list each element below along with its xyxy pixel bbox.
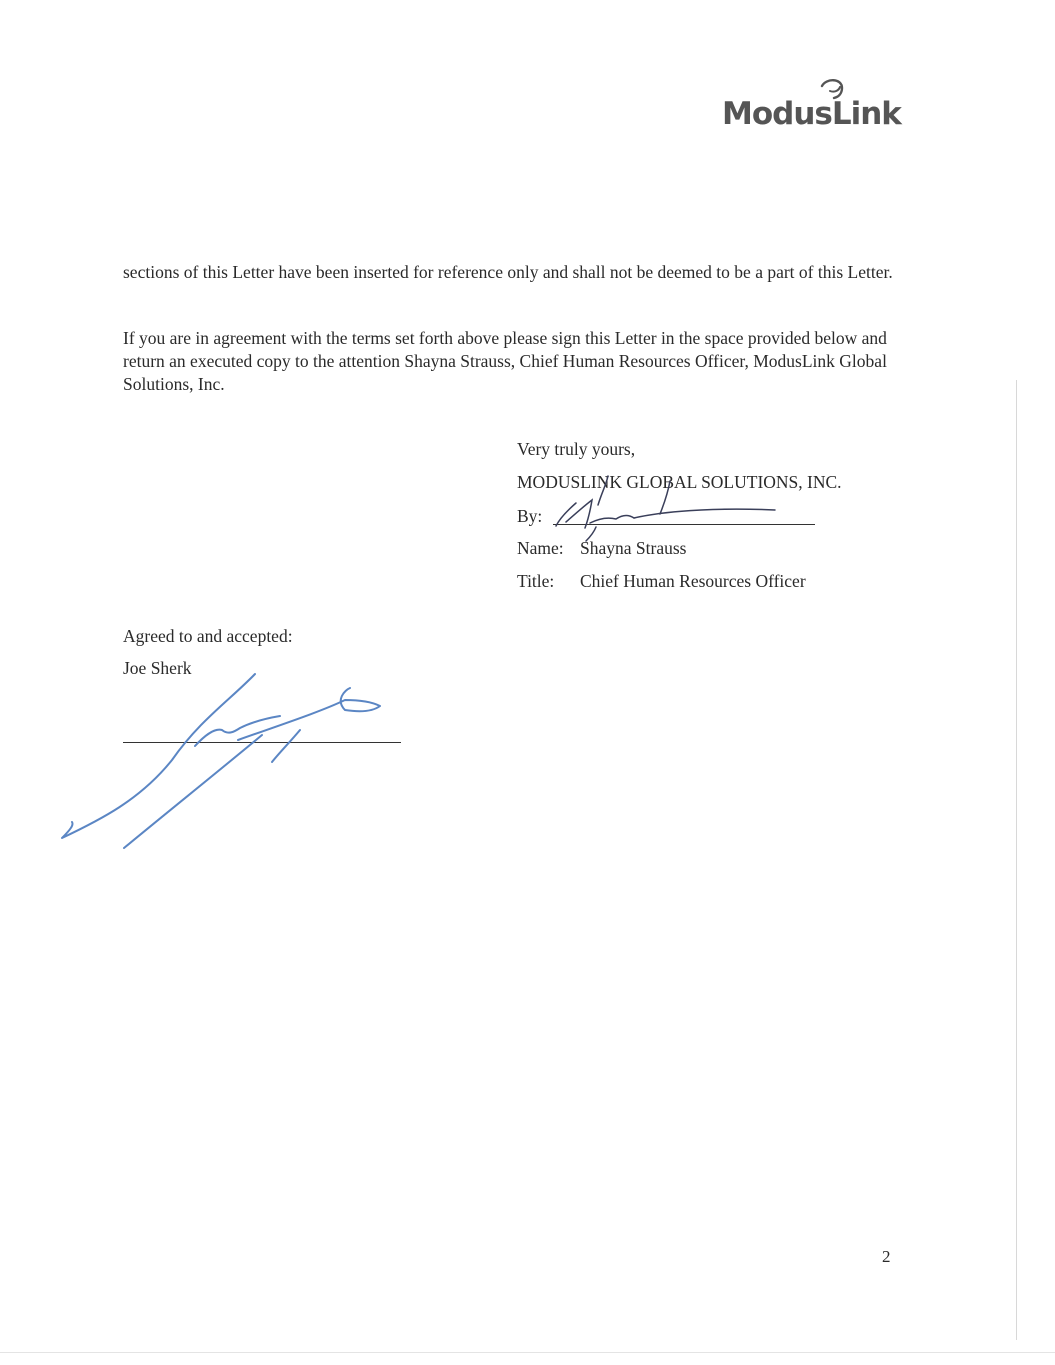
employee-handwritten-signature	[62, 674, 380, 848]
company-handwritten-signature	[556, 476, 775, 541]
title-label: Title:	[517, 571, 555, 591]
by-label: By:	[517, 506, 543, 526]
logo-text: ModusLink	[722, 96, 901, 132]
name-label: Name:	[517, 538, 564, 558]
acceptance-label: Agreed to and accepted:	[123, 626, 293, 646]
body-paragraph-1: sections of this Letter have been inserted for reference only and shall not be deemed to be a part of this Letter.	[123, 262, 893, 282]
page-number: 2	[882, 1247, 891, 1266]
company-name: MODUSLINK GLOBAL SOLUTIONS, INC.	[517, 472, 842, 492]
signer-title: Chief Human Resources Officer	[580, 571, 806, 591]
signer-name: Shayna Strauss	[580, 538, 687, 558]
body-paragraph-2: If you are in agreement with the terms set forth above please sign this Letter in the space provided below and return an executed copy to the attention Shayna Strauss, Chief Human Resources Officer, ModusLink Global Solutions, Inc.	[123, 328, 887, 394]
closing-salutation: Very truly yours,	[517, 439, 636, 459]
employee-name: Joe Sherk	[123, 658, 192, 678]
